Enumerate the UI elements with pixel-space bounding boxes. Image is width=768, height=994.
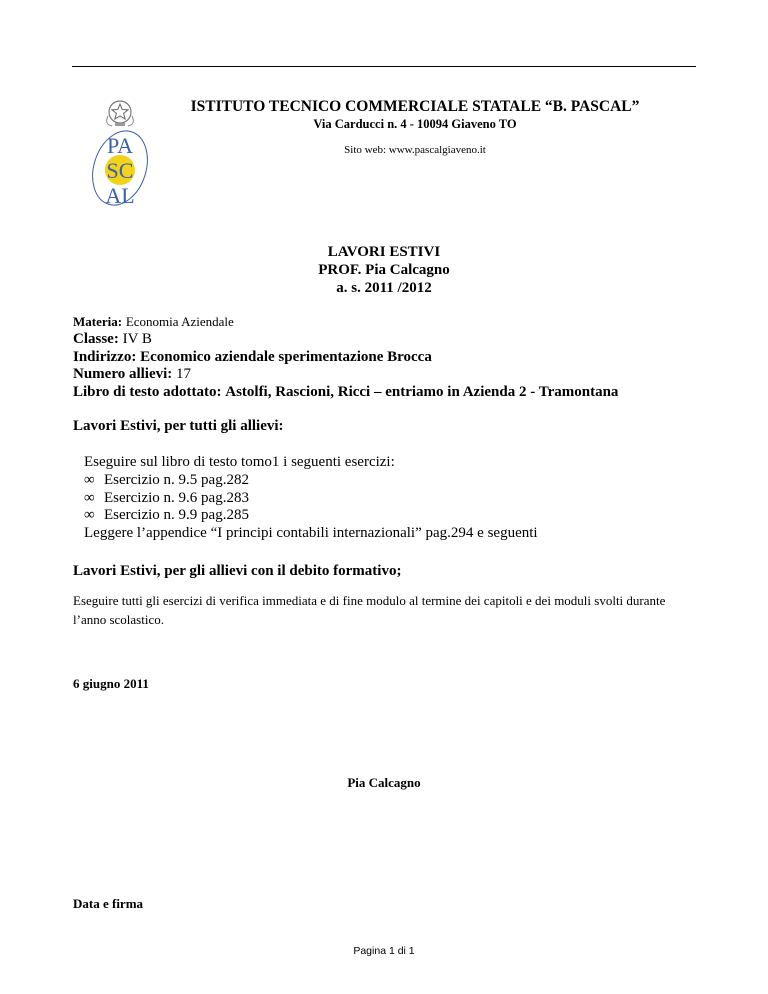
infinity-bullet-icon: ∞ (84, 507, 95, 523)
doc-teacher: PROF. Pia Calcagno (318, 262, 450, 278)
section2-heading: Lavori Estivi, per gli allievi con il debito formativo; (73, 563, 402, 579)
list-item (84, 507, 249, 524)
section2-text: Eseguire tutti gli esercizi di verifica immediata e di fine modulo al termine dei capitoli e dei moduli svolti durante l’anno scolastico. (73, 593, 666, 627)
libro-row (73, 384, 618, 401)
materia-label: Materia: (73, 314, 123, 329)
section1-outro: Leggere l’appendice “I principi contabili internazionali” pag.294 e seguenti (84, 525, 538, 541)
school-website: Sito web: www.pascalgiaveno.it (344, 144, 486, 156)
republic-emblem-icon (107, 101, 134, 126)
numero-row (73, 366, 191, 383)
numero-label: Numero allievi: (73, 366, 173, 382)
list-item (84, 490, 249, 507)
data-e-firma: Data e firma (73, 896, 144, 911)
page-footer: Pagina 1 di 1 (353, 945, 415, 957)
materia-row (73, 314, 234, 331)
list-item-text: Esercizio n. 9.6 pag.283 (104, 490, 249, 506)
logo-text-al: AL (105, 183, 135, 208)
numero-value: 17 (176, 366, 192, 382)
classe-value: IV B (122, 331, 152, 347)
top-rule (72, 66, 696, 67)
signature-name: Pia Calcagno (347, 775, 421, 790)
list-item-text: Esercizio n. 9.9 pag.285 (104, 507, 249, 523)
libro-label: Libro di testo adottato: (73, 384, 222, 400)
school-logo (90, 98, 150, 210)
infinity-bullet-icon: ∞ (84, 472, 95, 488)
section1-heading: Lavori Estivi, per tutti gli allievi: (73, 418, 284, 434)
school-name: ISTITUTO TECNICO COMMERCIALE STATALE “B. PASCAL” (190, 98, 640, 115)
infinity-bullet-icon: ∞ (84, 490, 95, 506)
school-address: Via Carducci n. 4 - 10094 Giaveno TO (313, 117, 517, 131)
section1-intro: Eseguire sul libro di testo tomo1 i seguenti esercizi: (84, 454, 395, 470)
indirizzo-value: Economico aziendale sperimentazione Brocca (140, 349, 432, 365)
doc-date: 6 giugno 2011 (73, 676, 149, 691)
indirizzo-row (73, 349, 432, 366)
classe-label: Classe: (73, 331, 119, 347)
list-item-text: Esercizio n. 9.5 pag.282 (104, 472, 249, 488)
indirizzo-label: Indirizzo: (73, 349, 137, 365)
materia-value: Economia Aziendale (125, 314, 234, 329)
doc-title: LAVORI ESTIVI (327, 244, 441, 260)
classe-row (73, 331, 152, 348)
logo-text-pa: PA (106, 133, 134, 158)
logo-text-sc: SC (106, 158, 134, 183)
doc-school-year: a. s. 2011 /2012 (336, 280, 432, 296)
list-item (84, 472, 249, 489)
libro-value: Astolfi, Rascioni, Ricci – entriamo in Azienda 2 - Tramontana (225, 384, 619, 400)
